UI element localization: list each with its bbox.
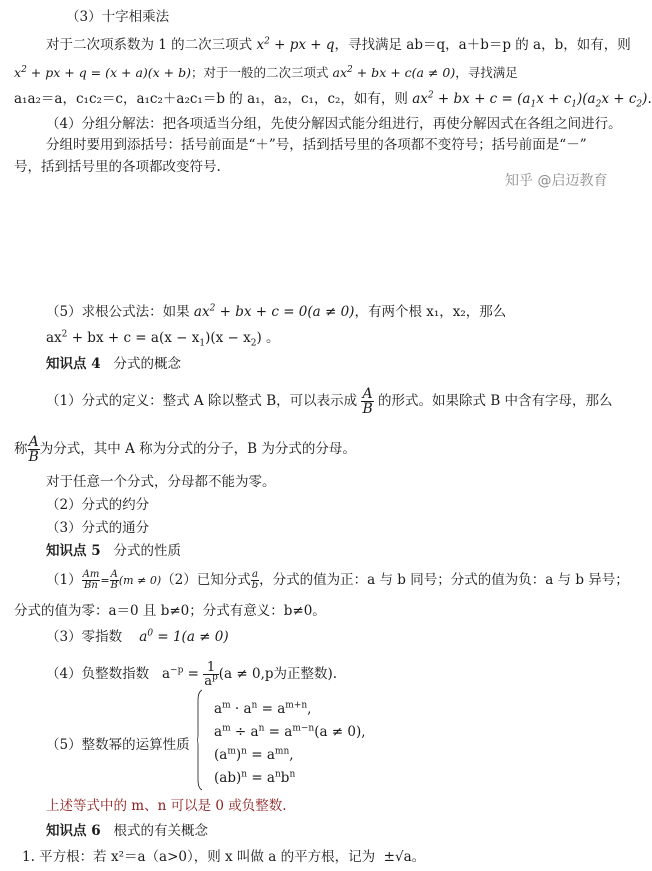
fraction-am-bn: $\frac{Am}{Bn}$	[82, 569, 100, 591]
p2-text-b: ，寻找满足	[455, 65, 518, 80]
fraction-reduction: （2）分式的约分	[46, 497, 150, 513]
watermark: 知乎 @启迈教育	[505, 173, 608, 189]
knowledge-point-6-heading	[46, 822, 208, 840]
formula-basic-property: =	[100, 574, 110, 587]
bracket-rule-line-2: 号，括到括号里的各项都改变符号.	[14, 159, 221, 175]
formula-x2-px-q: $x^2$ + px + q	[256, 36, 335, 53]
power-rule-divide: $a^m \div a^n = a^{m-n}(a \ne 0)$,	[214, 723, 366, 740]
p1-text-a: 对于二次项系数为 1 的二次三项式	[46, 37, 253, 53]
def-text-a: （1）分式的定义：整式 A 除以整式 B，可以表示成	[46, 393, 358, 409]
kp4-label: 知识点 4	[46, 356, 101, 372]
brace-bracket-icon	[197, 690, 203, 790]
kp6-title: 根式的有关概念	[113, 823, 208, 839]
formula-plus-minus-sqrt-a: ±√a	[383, 849, 412, 865]
power-rules-label: （5）整数幂的运算性质	[46, 737, 190, 753]
p1-text-b: ，寻找满足 ab＝q，a＋b＝p 的 a，b，如有，则	[334, 37, 631, 53]
neg-exp-condition: (a ≠ 0,p为正整数).	[218, 666, 338, 682]
p2-text-a: ；对于一般的二次三项式	[191, 65, 329, 80]
kp5-label: 知识点 5	[46, 543, 101, 559]
cross-method-paragraph-1	[46, 36, 631, 54]
fraction-definition-line-1	[46, 387, 613, 416]
def-text-b: 的形式。如果除式 B 中含有字母，那么	[378, 393, 613, 409]
power-rule-product: $(ab)^n = a^nb^n$	[214, 769, 296, 786]
zero-exp-label: （3）零指数	[46, 629, 123, 645]
sqrt-text-c: 。	[411, 849, 426, 865]
formula-quadratic-equation: $ax^2$ + bx + c = 0(a ≠ 0)	[193, 303, 355, 320]
section-4-grouping: （4）分组分解法：把各项适当分组，先使分解因式能分组进行，再使分解因式在各组之间进行。	[46, 116, 622, 132]
fraction-a-over-b: $\frac{A}{B}$	[362, 386, 373, 417]
prop-text-b: （2）已知分式	[161, 572, 251, 588]
kp5-title: 分式的性质	[113, 543, 181, 559]
formula-factorization-2: $ax^2$ + bx + $c = (a_1x + c_1)(a_2x + c_2)$	[412, 90, 648, 110]
formula-zero-exponent: $a^0 = 1(a \ne 0)$	[139, 628, 229, 645]
p3-text-a: a₁a₂＝a，c₁c₂＝c，a₁c₂＋a₂c₁＝b 的 a₁，a₂，c₁，c₂，如有，则	[14, 91, 408, 107]
knowledge-point-5-heading	[46, 542, 181, 560]
s5-text-a: （5）求根公式法：如果	[46, 304, 190, 320]
nonzero-denominator-note: 对于任意一个分式，分母都不能为零。	[46, 474, 276, 490]
cross-method-paragraph-3: a₁a₂＝a，c₁c₂＝c，a₁c₂＋a₂c₁＝b 的 a₁，a₂，c₁，c₂，如有，则 $ax^2$ + bx + $c = (a_1x + c_1)(a_2x + c_2)$.	[14, 90, 652, 110]
formula-ax2-bx-c: $ax^2$ + bx + c(a ≠ 0)	[332, 64, 456, 80]
formula-factorization-1: $x^2$ + px + q = (x + a)(x + b)	[14, 64, 192, 80]
sqrt-text-a: 1. 平方根：若 x²＝a（a>0），则 x 叫做 a 的平方根，记为	[22, 849, 376, 865]
square-root-definition	[22, 848, 425, 866]
knowledge-point-4-heading	[46, 355, 181, 373]
prop-text-a: （1）	[46, 572, 82, 588]
fraction-properties-line-1	[46, 570, 629, 591]
kp4-title: 分式的概念	[113, 356, 181, 372]
common-denominator: （3）分式的通分	[46, 520, 150, 536]
fraction-a-over-b-2: $\frac{A}{B}$	[28, 434, 39, 465]
zero-exponent-line	[46, 628, 229, 646]
power-rule-power: $(a^m)^n = a^{mn}$,	[214, 746, 294, 763]
power-rule-multiply: $a^m \cdot a^n = a^{m+n}$,	[214, 700, 312, 717]
fraction-1-over-ap: $\frac{1}{a^p}$	[204, 660, 218, 689]
cross-method-paragraph-2	[14, 64, 518, 82]
kp6-label: 知识点 6	[46, 823, 101, 839]
bracket-rule-line-1: 分组时要用到添括号：括号前面是“＋”号，括到括号里的各项都不变符号；括号前面是“－”	[46, 137, 587, 153]
def2-text-b: 为分式，其中 A 称为分式的分子，B 为分式的分母。	[39, 441, 356, 457]
formula-negative-exponent: $a^{-p}$ =	[161, 665, 204, 682]
fraction-definition-line-2	[14, 435, 356, 464]
s5-text-b: ，有两个根 x₁，x₂，那么	[354, 304, 507, 320]
prop-text-c: ，分式的值为正：a 与 b 同号；分式的值为负：a 与 b 异号；	[259, 572, 629, 588]
fraction-a-b-small: $\frac{A}{B}$	[110, 569, 118, 591]
fraction-properties-line-2: 分式的值为零：a＝0 且 b≠0；分式有意义：b≠0。	[14, 603, 326, 619]
negative-exponent-line	[46, 661, 337, 688]
formula-root-factorization: $ax^2$ + bx + $c = a(x - x_1)(x - x_2)$ 。	[46, 329, 280, 349]
section-3-title: （3）十字相乘法	[66, 9, 170, 25]
neg-exp-label: （4）负整数指数	[46, 666, 150, 682]
fraction-a-over-b-lower: $\frac{a}{b}$	[251, 569, 259, 591]
formula-m-nonzero: (m ≠ 0)	[118, 574, 162, 587]
def2-text-a: 称	[14, 441, 28, 457]
red-note: 上述等式中的 m、n 可以是 0 或负整数.	[46, 798, 287, 814]
section-5-root-formula	[46, 303, 506, 321]
